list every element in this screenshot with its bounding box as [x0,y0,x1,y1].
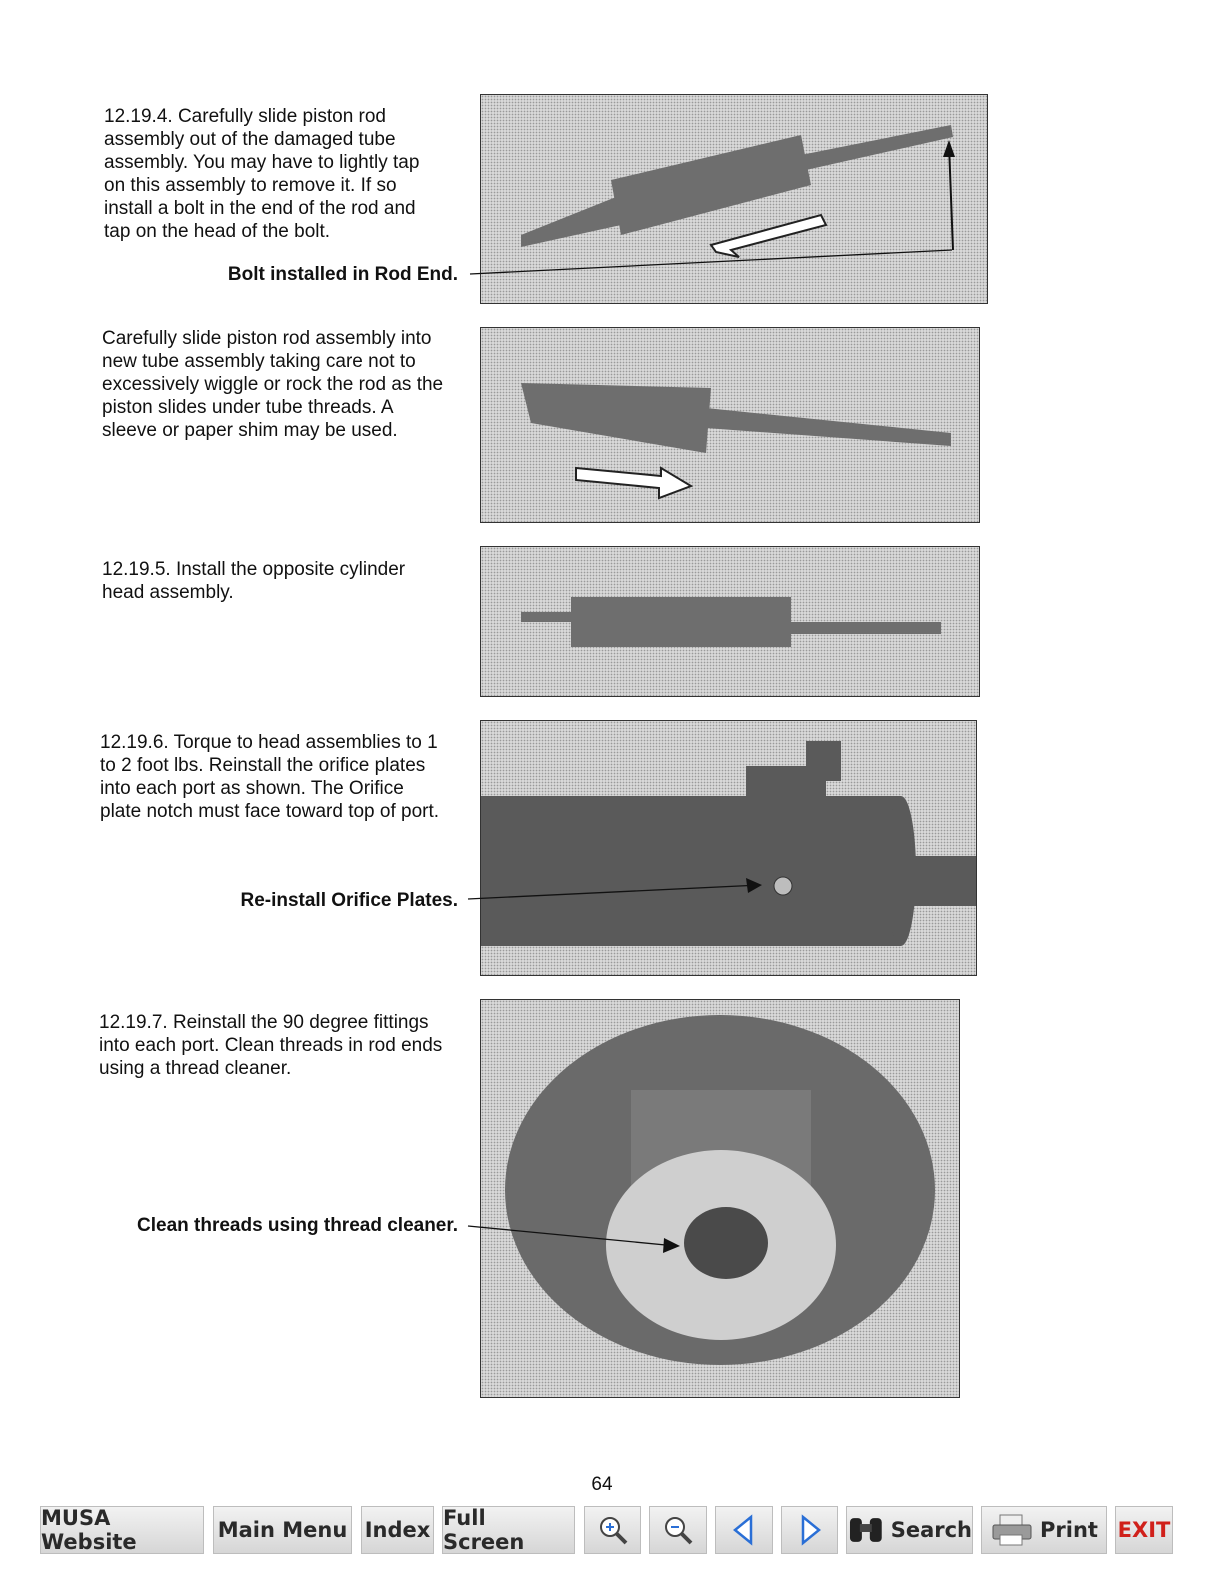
printer-icon [990,1513,1034,1547]
previous-page-button[interactable] [715,1506,773,1554]
full-screen-button[interactable] [442,1506,575,1554]
callout-orifice-plates: Re-install Orifice Plates. [240,890,458,911]
photo-rod-end-threads [480,999,960,1398]
search-button[interactable] [846,1506,973,1554]
search-label: Search [890,1518,972,1542]
next-page-button[interactable] [781,1506,838,1554]
photo-orifice-plates [480,720,977,976]
index-label: Index [364,1518,431,1542]
print-label: Print [1040,1518,1098,1542]
callout-bolt-installed: Bolt installed in Rod End. [227,264,458,285]
step-12-19-4-text: 12.19.4. Carefully slide piston rod assembly out of the damaged tube assembly. You may have to lightly tap on this assembly to remove it. If so install a bolt in the end of the rod and tap on the head of the bolt. [104,106,420,242]
step-12-19-5-text: 12.19.5. Install the opposite cylinder head assembly. [102,559,406,603]
exit-button[interactable] [1115,1506,1173,1554]
step-insert-rod-text: Carefully slide piston rod assembly into new tube assembly taking care not to excessively wiggle or rock the rod as the piston slides under tube threads. A sleeve or paper shim may be used. [102,328,444,441]
exit-label: EXIT [1117,1518,1171,1542]
step-12-19-6-text: 12.19.6. Torque to head assemblies to 1 to 2 foot lbs. Reinstall the orifice plates into each port as shown. The Orifice plate notch must face toward top of port. [100,732,440,822]
zoom-out-button[interactable] [649,1506,707,1554]
musa-website-button[interactable] [40,1506,204,1554]
main-menu-label: Main Menu [217,1518,348,1542]
full-screen-label: Full Screen [443,1506,525,1554]
zoom-in-button[interactable] [584,1506,641,1554]
callout-clean-threads: Clean threads using thread cleaner. [137,1215,458,1236]
step-12-19-7-text: 12.19.7. Reinstall the 90 degree fittings into each port. Clean threads in rod ends using a thread cleaner. [99,1012,443,1079]
print-button[interactable] [981,1506,1107,1554]
photo-piston-rod-insertion [480,327,980,523]
arrow-left-icon [731,1514,757,1546]
zoom-in-icon [597,1514,629,1546]
arrow-right-icon [797,1514,823,1546]
photo-cylinder-head [480,546,980,697]
main-menu-button[interactable] [213,1506,352,1554]
zoom-out-icon [662,1514,694,1546]
page-number: 64 [591,1474,613,1495]
musa-website-label: MUSA Website [41,1506,137,1554]
photo-piston-rod-removal [480,94,988,304]
binoculars-icon [847,1514,885,1546]
index-button[interactable] [361,1506,434,1554]
